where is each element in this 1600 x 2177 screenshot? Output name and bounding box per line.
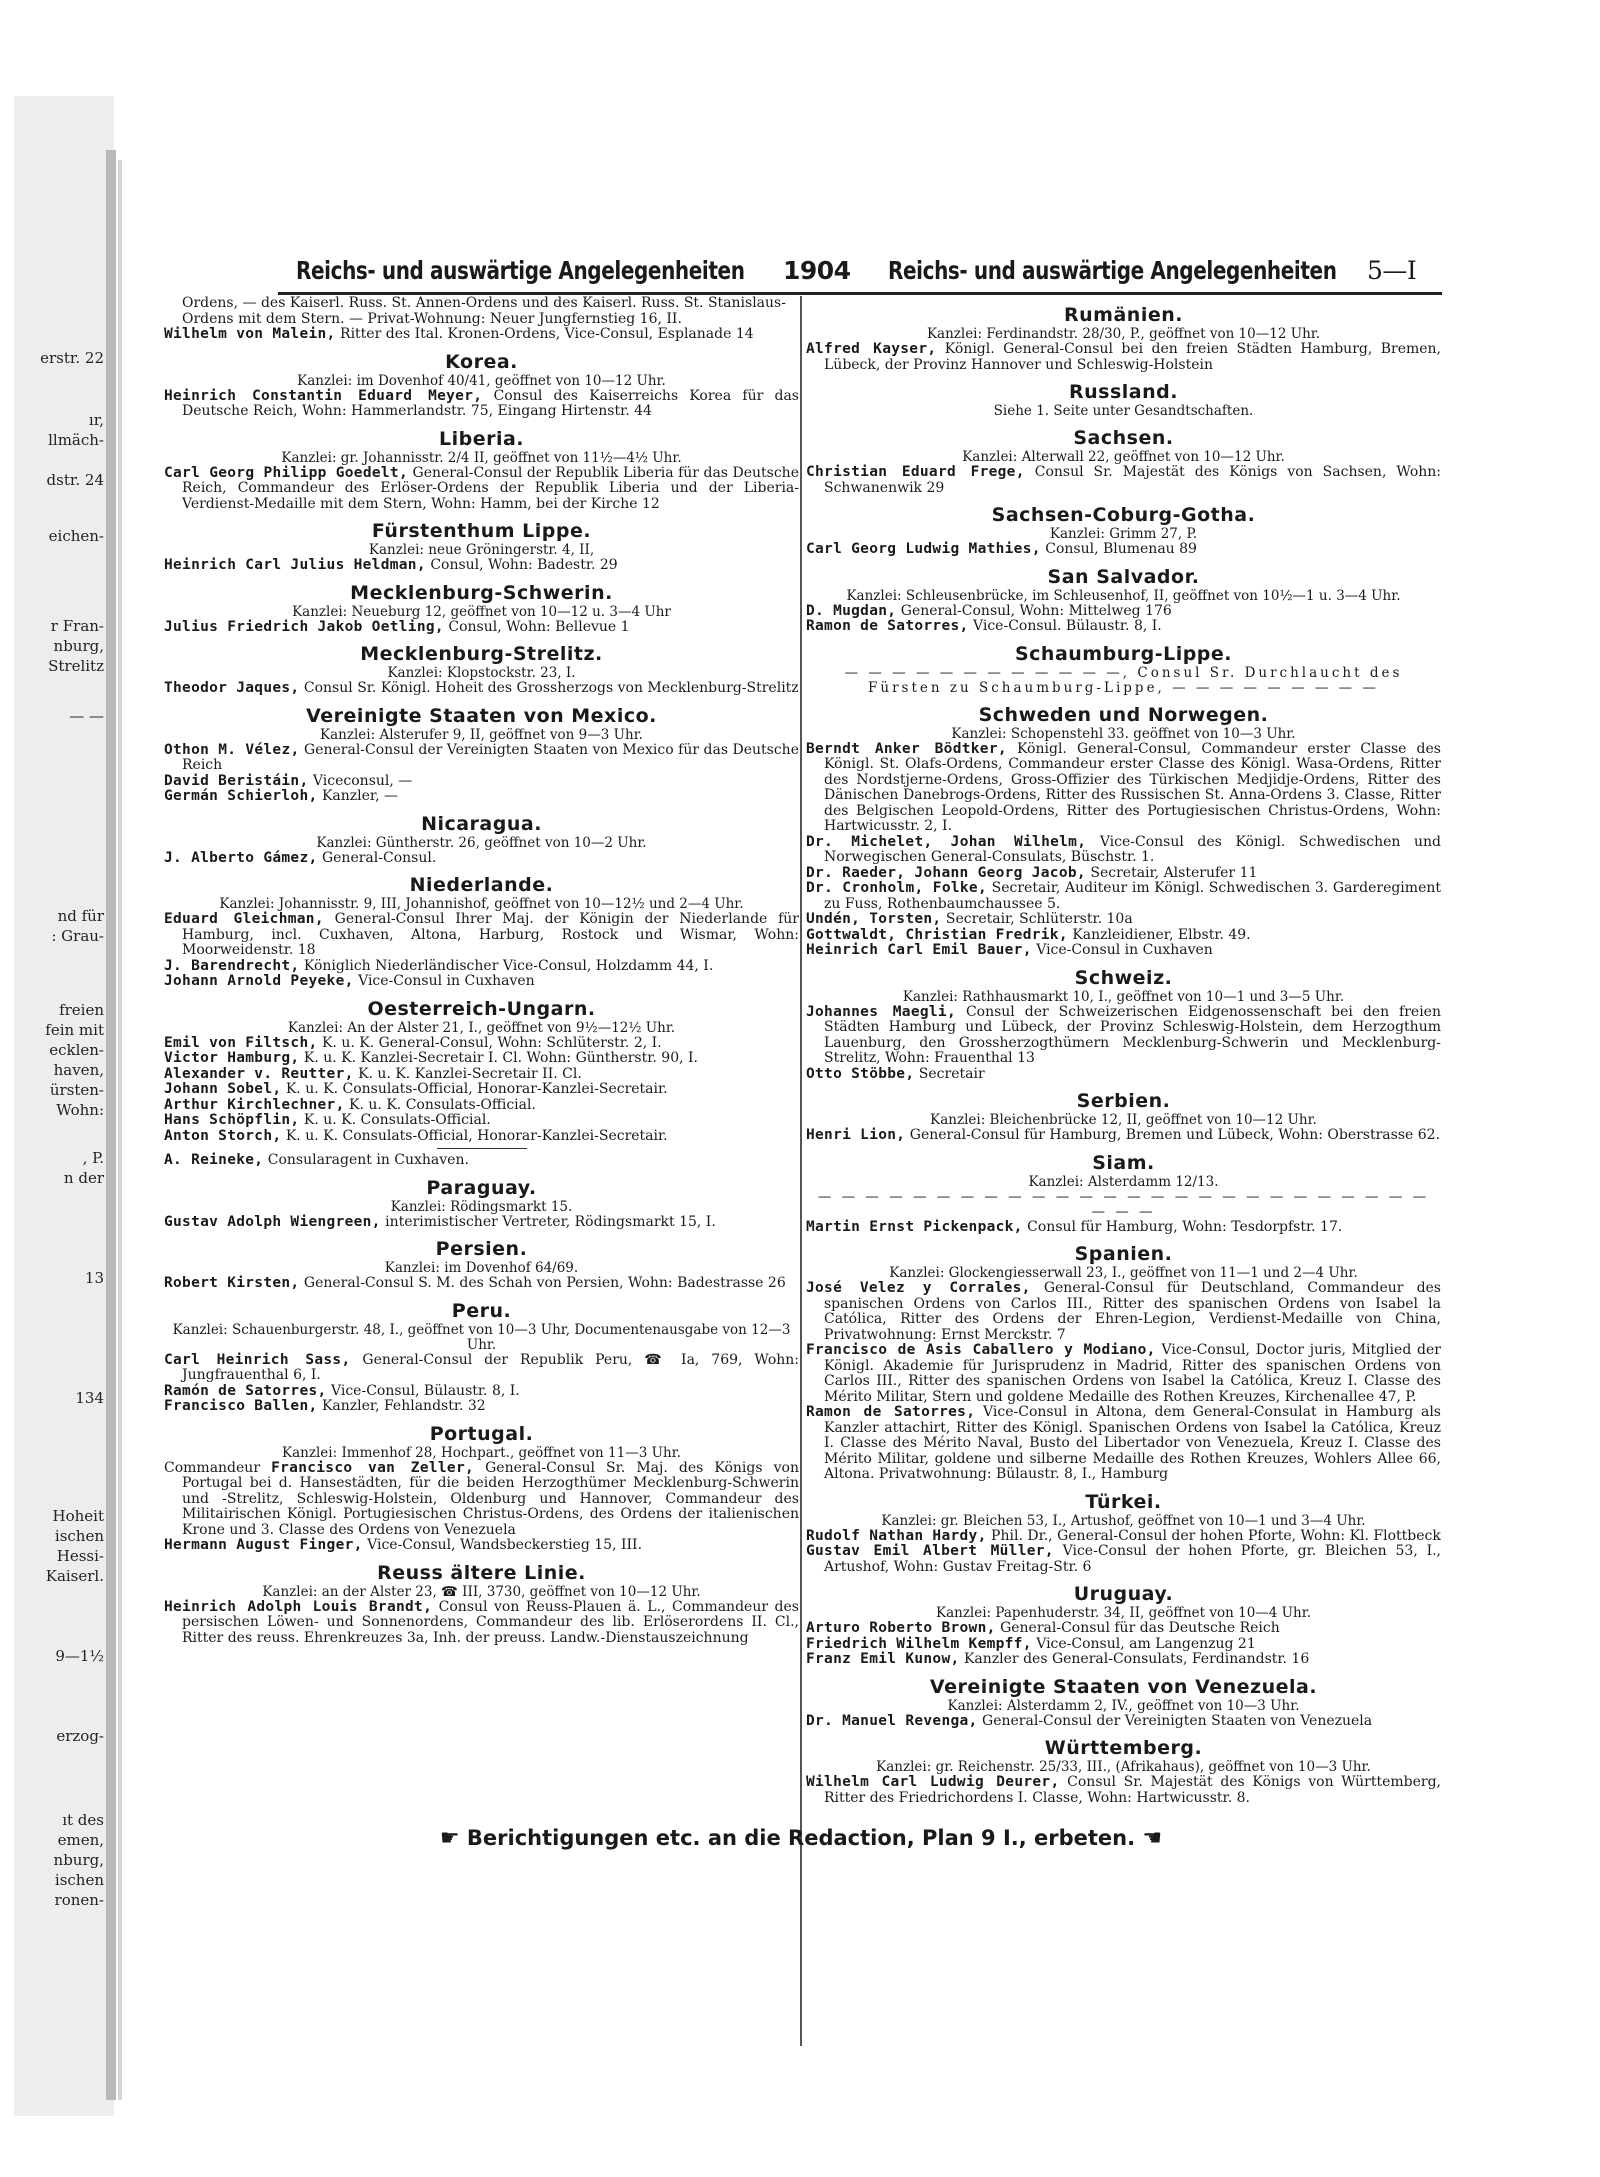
previous-page-fragment: llmäch- (48, 431, 104, 449)
person-name: Dr. Cronholm, Folke, (806, 880, 987, 896)
consul-entry (164, 620, 799, 636)
person-name: Wilhelm von Malein, (164, 326, 336, 342)
previous-page-fragment: ischen (54, 1871, 104, 1889)
office-address: Kanzlei: Rödingsmarkt 15. (390, 1198, 573, 1215)
person-name: Gustav Adolph Wiengreen, (164, 1213, 381, 1230)
office-address: Kanzlei: Schopenstehl 33. geöffnet von 10—3 Uhr. (951, 725, 1296, 742)
header-left-title: Reichs- und auswärtige Angelegenheiten (296, 256, 745, 285)
previous-page-fragment: Hoheit (52, 1507, 104, 1525)
consul-entry (806, 1067, 1441, 1083)
person-name: Heinrich Carl Julius Heldman, (164, 557, 426, 573)
office-address: Kanzlei: neue Gröningerstr. 4, II, (368, 542, 595, 558)
consul-entry (806, 1621, 1441, 1637)
person-name: Robert Kirsten, (164, 1275, 300, 1291)
consul-entry (806, 1343, 1441, 1405)
entry-details: Königlich Niederländischer Vice-Consul, Holzdamm 44, I. (299, 957, 714, 974)
previous-page-fragment: eichen- (48, 527, 104, 545)
entry-details: Vice-Consul, am Langenzug 21 (1031, 1635, 1256, 1652)
entry-details: Vice-Consul. Bülaustr. 8, I. (968, 618, 1162, 634)
person-name: Victor Hamburg, (164, 1050, 300, 1066)
entry-details: Ritter des Ital. Kronen-Ordens, Vice-Consul, Esplanade 14 (335, 326, 754, 342)
country-heading: Sachsen. (1073, 427, 1174, 449)
entry-details: Consul der Schweizerischen Eidgenossenschaft bei den freien Städten Hamburg und Lübeck, der Provinz Schleswig-Holstein, dem Herzogthum Lauenburg, den Grossherzogthümern Mecklenburg-Schwerin und Mecklenburg-Strelitz, Wohn: Frauenthal 13 (824, 1003, 1441, 1066)
country-heading: Niederlande. (409, 874, 554, 896)
person-name: Johannes Maegli, (806, 1003, 956, 1020)
person-name: Francisco Ballen, (164, 1398, 318, 1414)
entry-details: Vice-Consul in Cuxhaven (1031, 942, 1213, 958)
previous-page-fragment: haven, (53, 1061, 104, 1079)
person-name: Francisco van Zeller, (271, 1459, 475, 1476)
placeholder-line: — — — — — — — — — — — —, Consul Sr. Durchlaucht des Fürsten zu Schaumburg-Lippe, — — — — — — — — — (844, 664, 1403, 696)
person-name: Germán Schierloh, (164, 788, 318, 804)
person-name: Arturo Roberto Brown, (806, 1620, 996, 1636)
entry-details: Secretair (914, 1065, 985, 1082)
country-heading: Reuss ältere Linie. (377, 1561, 586, 1584)
directory-page (160, 232, 1442, 2092)
country-heading: Korea. (445, 350, 518, 373)
entry-details: K. u. K. Consulats-Official, Honorar-Kanzlei-Secretair. (281, 1081, 668, 1097)
consul-entry (164, 789, 799, 805)
person-name: A. Reineke, (164, 1152, 264, 1168)
person-name: Emil von Filtsch, (164, 1034, 318, 1051)
consul-entry (164, 1082, 799, 1098)
entry-details: Consul Sr. Königl. Hoheit des Grossherzogs von Mecklenburg-Strelitz (299, 680, 799, 696)
person-name: J. Barendrecht, (164, 957, 300, 974)
person-name: Carl Heinrich Sass, (164, 1351, 351, 1368)
person-name: Arthur Kirchlechner, (164, 1096, 345, 1113)
country-heading: Persien. (435, 1238, 528, 1260)
country-heading: Rumänien. (1064, 304, 1183, 326)
country-heading: Schweiz. (1074, 966, 1173, 989)
person-name: Undén, Torsten, (806, 911, 942, 927)
country-heading: Spanien. (1074, 1243, 1173, 1265)
consul-entry (806, 1005, 1441, 1067)
consul-entry (806, 1652, 1441, 1668)
person-name: David Beristáin, (164, 772, 309, 789)
person-name: Hans Schöpflin, (164, 1112, 300, 1128)
office-address: Kanzlei: Rathhausmarkt 10, I., geöffnet von 10—1 und 3—5 Uhr. (902, 988, 1345, 1005)
country-heading: Portugal. (429, 1422, 534, 1445)
entry-details: General-Consul Ihrer Maj. der Königin der Niederlande für Hamburg, incl. Cuxhaven, Altona, Harburg, Rostock und Wismar, Wohn: Moorweidenstr. 18 (182, 911, 799, 958)
office-address: Kanzlei: im Dovenhof 40/41, geöffnet von 10—12 Uhr. (297, 372, 666, 389)
previous-page-fragment: emen, (57, 1831, 104, 1849)
country-heading: Nicaragua. (421, 812, 542, 835)
entry-details: General-Consul für Deutschland, Commandeur des spanischen Ordens von Carlos III., Ritter des spanischen Ordens von Isabel la Católica, Ritter des Ordens der Ehren-Legion, Verdienst-Medaille von China, Privatwohnung: Ernst Merckstr. 7 (824, 1280, 1441, 1343)
entry-details: General-Consul der Vereinigten Staaten von Venezuela (977, 1712, 1373, 1729)
previous-page-fragment: nburg, (53, 1851, 104, 1869)
consul-entry (164, 466, 799, 513)
footer-text: Berichtigungen etc. an die Redaction, Plan 9 I., erbeten. (466, 1826, 1136, 1850)
consul-entry (164, 1129, 799, 1145)
previous-page-fragment: Strelitz (48, 657, 104, 675)
office-address: Kanzlei: gr. Johannisstr. 2/4 II, geöffnet von 11½—4½ Uhr. (281, 449, 682, 466)
consul-entry (164, 1098, 799, 1114)
office-address: Kanzlei: Immenhof 28, Hochpart., geöffnet von 11—3 Uhr. (282, 1444, 681, 1461)
person-name: Friedrich Wilhelm Kempff, (806, 1635, 1032, 1652)
entry-details: Viceconsul, — (308, 772, 413, 789)
consul-entry (164, 327, 799, 343)
consul-entry (806, 1775, 1441, 1806)
person-name: Theodor Jaques, (164, 680, 300, 696)
person-name: Christian Eduard Frege, (806, 464, 1025, 480)
entry-details: Vice-Consul, Bülaustr. 8, I. (326, 1382, 520, 1399)
consul-entry (806, 1714, 1441, 1730)
person-name: Alexander v. Reutter, (164, 1065, 354, 1082)
entry-details: K. u. K. Kanzlei-Secretair II. Cl. (353, 1065, 582, 1082)
person-name: Heinrich Constantin Eduard Meyer, (164, 387, 483, 404)
entry-details: K. u. K. Consulats-Official. (344, 1096, 536, 1113)
person-name: Heinrich Carl Emil Bauer, (806, 942, 1032, 958)
entry-details: General-Consul der Vereinigten Staaten von Mexico für das Deutsche Reich (182, 741, 799, 773)
entry-details: Consul Sr. Majestät des Königs von Sachsen, Wohn: Schwanenwik 29 (824, 464, 1441, 496)
person-name: Wilhelm Carl Ludwig Deurer, (806, 1774, 1060, 1790)
previous-page-fragment: 13 (84, 1269, 104, 1287)
previous-page-fragment: erzog- (56, 1727, 104, 1745)
header-rule (278, 292, 1442, 295)
office-address: Kanzlei: Bleichenbrücke 12, II, geöffnet von 10—12 Uhr. (930, 1112, 1317, 1128)
country-heading: Oesterreich-Ungarn. (367, 997, 596, 1020)
previous-page-fragment: nd für (57, 907, 104, 925)
office-address: Kanzlei: Alsterdamm 2, IV., geöffnet von 10—3 Uhr. (947, 1697, 1300, 1714)
consul-entry (164, 1153, 799, 1169)
consul-entry (164, 1600, 799, 1647)
header-year: 1904 (783, 256, 851, 285)
person-name: Anton Storch, (164, 1127, 282, 1144)
country-heading: Serbien. (1076, 1090, 1171, 1112)
entry-details: Kanzler, Fehlandstr. 32 (317, 1398, 486, 1414)
office-address: Kanzlei: Alterwall 22, geöffnet von 10—12 Uhr. (962, 449, 1285, 465)
office-address: Kanzlei: an der Alster 23, ☎ III, 3730, geöffnet von 10—12 Uhr. (262, 1583, 701, 1600)
entry-details: Secretair, Auditeur im Königl. Schwedischen 3. Garderegiment zu Fuss, Rothenbaumchaussee 5. (824, 880, 1441, 912)
consul-entry (164, 1461, 799, 1539)
office-address: Kanzlei: Schleusenbrücke, im Schleusenhof, II, geöffnet von 10½—1 u. 3—4 Uhr. (846, 587, 1401, 604)
entry-details: Vice-Consul, Doctor juris, Mitglied der Königl. Akademie für Jurisprudenz in Madrid, Ritter des spanischen Ordens von Carlos III., Ritter des spanischen Ordens von Isabel la Católica, Kreuz I. Classe des Mérito Militar, Stern und goldene Medaille des Rothen Kreuzes, Kirchenallee 47, P. (824, 1342, 1441, 1405)
page-number: 5—I (1367, 256, 1417, 285)
country-heading: San Salvador. (1047, 565, 1200, 588)
consul-entry (806, 1405, 1441, 1483)
page-gutter (106, 150, 116, 2100)
person-name: Otto Stöbbe, (806, 1065, 915, 1082)
consul-entry (806, 881, 1441, 912)
previous-page-fragment: Hessi- (56, 1547, 104, 1565)
entry-details: Königl. General-Consul bei den freien Städten Hamburg, Bremen, Lübeck, der Provinz Hannover und Schleswig-Holstein (824, 341, 1441, 373)
office-address: Kanzlei: Klopstockstr. 23, I. (387, 665, 576, 681)
consul-entry (806, 742, 1441, 835)
entry-details: Consul, Wohn: Bellevue 1 (443, 618, 630, 635)
country-heading: Fürstenthum Lippe. (371, 520, 592, 542)
country-heading: Sachsen-Coburg-Gotha. (991, 504, 1256, 526)
consul-entry (806, 1529, 1441, 1545)
person-name: Eduard Gleichman, (164, 911, 324, 927)
consul-entry (806, 619, 1441, 635)
person-name: Ramon de Satorres, (806, 618, 969, 634)
consul-entry (806, 604, 1441, 620)
entry-details: Vice-Consul, Wandsbeckerstieg 15, III. (362, 1537, 643, 1553)
consul-entry (164, 912, 799, 959)
country-heading: Paraguay. (426, 1176, 537, 1199)
person-name: Johann Arnold Peyeke, (164, 973, 354, 989)
previous-page-fragment: dstr. 24 (46, 471, 104, 489)
person-name: Alfred Kayser, (806, 341, 937, 357)
country-heading: Schaumburg-Lippe. (1014, 642, 1233, 665)
separator-rule (437, 1148, 527, 1149)
entry-details: General-Consul. (317, 849, 437, 866)
consul-entry (164, 1353, 799, 1384)
country-heading: Vereinigte Staaten von Mexico. (306, 704, 657, 727)
person-name: Martin Ernst Pickenpack, (806, 1218, 1023, 1235)
previous-page-fragment: r Fran- (50, 617, 104, 635)
office-address: Kanzlei: Alsterdamm 12/13. (1028, 1173, 1219, 1190)
person-name: D. Mugdan, (806, 602, 897, 619)
entry-details: Vice-Consul der hohen Pforte, gr. Bleichen 53, I., Artushof, Wohn: Gustav Freitag-Str. 6 (824, 1543, 1441, 1575)
entry-details: K. u. K. Consulats-Official. (299, 1112, 491, 1128)
country-heading: Uruguay. (1073, 1583, 1174, 1605)
consul-entry (806, 835, 1441, 866)
country-heading: Württemberg. (1044, 1737, 1203, 1759)
entry-details: General-Consul für das Deutsche Reich (995, 1620, 1280, 1636)
entry-details: Secretair, Alsterufer 11 (1085, 864, 1258, 881)
office-address: Kanzlei: gr. Reichenstr. 25/33, III., (Afrikahaus), geöffnet von 10—3 Uhr. (876, 1759, 1371, 1775)
entry-details: K. u. K. Consulats-Official, Honorar-Kanzlei-Secretair. (281, 1127, 668, 1144)
previous-page-fragment: Wohn: (56, 1101, 104, 1119)
consul-entry (806, 342, 1441, 373)
previous-page-fragment: Kaiserl. (45, 1567, 104, 1585)
person-name: Dr. Michelet, Johan Wilhelm, (806, 833, 1087, 850)
consul-entry (164, 1215, 799, 1231)
person-name: Franz Emil Kunow, (806, 1651, 960, 1667)
country-heading: Vereinigte Staaten von Venezuela. (929, 1675, 1318, 1698)
entry-details: Vice-Consul des Königl. Schwedischen und Norwegischen General-Consulats, Büschstr. 1. (824, 833, 1441, 865)
previous-page-fragment: ischen (54, 1527, 104, 1545)
country-heading: Liberia. (438, 427, 525, 450)
office-address: Kanzlei: Johannisstr. 9, III, Johannishof, geöffnet von 10—12½ und 2—4 Uhr. (219, 896, 744, 912)
previous-page-fragment: ecklen- (49, 1041, 104, 1059)
entry-details: Kanzleidiener, Elbstr. 49. (1067, 926, 1251, 943)
office-address: Kanzlei: Alsterufer 9, II, geöffnet von 9—3 Uhr. (320, 726, 643, 743)
consul-entry (164, 1113, 799, 1129)
country-heading: Siam. (1092, 1151, 1155, 1174)
entry-details: interimistischer Vertreter, Rödingsmarkt 15, I. (380, 1213, 716, 1230)
person-name: Henri Lion, (806, 1127, 906, 1143)
previous-page-fragment: 9—1½ (55, 1647, 104, 1665)
consul-entry (164, 681, 799, 697)
office-address: Kanzlei: gr. Bleichen 53, I., Artushof, geöffnet von 10—1 und 3—4 Uhr. (881, 1512, 1366, 1529)
office-address: Kanzlei: Ferdinandstr. 28/30, P., geöffnet von 10—12 Uhr. (926, 326, 1321, 342)
entry-details: Königl. General-Consul, Commandeur erster Classe des Königl. St. Olafs-Ordens, Commandeur erster Classe des Königl. Wasa-Ordens, Ritter des Nordstjerne-Ordens, Gross-Offizier des Türkischen Medjidje-Ordens, Ritter des Dänischen Danebrogs-Ordens, Ritter des Russischen St. Anna-Ordens 3. Classe, Ritter des Belgischen Leopold-Ordens, Ritter des Portugiesischen Christus-Ordens, Wohn: Hartwicusstr. 2, I. (824, 740, 1441, 834)
consul-entry (164, 959, 799, 975)
entry-details: Secretair, Schlüterstr. 10a (941, 911, 1133, 927)
person-name: José Velez y Corrales, (806, 1280, 1031, 1296)
previous-page-fragment: ıt des (62, 1811, 104, 1829)
consul-entry (164, 1384, 799, 1400)
entry-details: Vice-Consul in Altona, dem General-Consulat in Hamburg als Kanzler attachirt, Ritter des Königl. Spanischen Ordens von Isabel la Católica, Kreuz I. Classe des Mérito Naval, Busto del Libertador von Venezuela, Kreuz I. Classe des Mérito Militar, goldene und silberne Medaille des Rothen Kreuzes, Wohlers Allee 66, Altona. Privatwohnung: Bülaustr. 8, I., Hamburg (824, 1404, 1441, 1482)
footer-notice (160, 1826, 1442, 1851)
consul-entry (806, 1220, 1441, 1236)
entry-prefix: Commandeur (164, 1459, 272, 1476)
entry-details: Consularagent in Cuxhaven. (263, 1152, 469, 1168)
entry-details: General-Consul der Republik Peru, ☎ Ia, 769, Wohn: Jungfrauenthal 6, I. (182, 1351, 799, 1383)
person-name: Othon M. Vélez, (164, 741, 300, 758)
left-column (164, 296, 799, 2056)
entry-details: Consul für Hamburg, Wohn: Tesdorpfstr. 17. (1022, 1218, 1343, 1235)
entry-details: Consul von Reuss-Plauen ä. L., Commandeur des persischen Löwen- und Sonnenordens, Commandeur des lib. Erlöserordens II. Cl., Ritter des reuss. Ehrenkreuzes 3a, Inh. der preuss. Landw.-Dienstauszeichnung (182, 1598, 799, 1646)
consul-entry (806, 1128, 1441, 1144)
previous-page-fragment: nburg, (53, 637, 104, 655)
person-name: Johann Sobel, (164, 1081, 282, 1097)
column-divider (800, 296, 802, 2046)
previous-page-fragment: erstr. 22 (40, 349, 104, 367)
entry-details: Kanzler, — (317, 788, 398, 804)
consul-entry (164, 1067, 799, 1083)
consul-entry (164, 851, 799, 867)
person-name: Carl Georg Ludwig Mathies, (806, 541, 1041, 557)
consul-entry (806, 465, 1441, 496)
entry-details: General-Consul der Republik Liberia für das Deutsche Reich, Commandeur des Erlöser-Ordens der Republik Liberia und der Liberia-Verdienst-Medaille mit dem Stern, Wohn: Hamm, bei der Kirche 12 (182, 464, 799, 512)
consul-entry (164, 974, 799, 990)
entry-details: K. u. K. Kanzlei-Secretair I. Cl. Wohn: Güntherstr. 90, I. (299, 1050, 698, 1066)
consul-entry (164, 1276, 799, 1292)
entry-details: K. u. K. General-Consul, Wohn: Schlüterstr. 2, I. (317, 1034, 662, 1051)
header-right-title: Reichs- und auswärtige Angelegenheiten (888, 256, 1337, 285)
person-name: Gustav Emil Albert Müller, (806, 1543, 1054, 1559)
country-heading: Mecklenburg-Strelitz. (360, 643, 603, 665)
consul-entry (806, 542, 1441, 558)
consul-entry (806, 1637, 1441, 1653)
previous-page-fragment: 134 (75, 1389, 104, 1407)
consul-entry (164, 558, 799, 574)
previous-page-fragment: : Grau- (51, 927, 104, 945)
person-name: Heinrich Adolph Louis Brandt, (164, 1598, 433, 1615)
office-address: Kanzlei: Glockengiesserwall 23, I., geöffnet von 11—1 und 2—4 Uhr. (889, 1265, 1358, 1281)
person-name: Francisco de Asis Caballero y Modiano, (806, 1342, 1156, 1358)
consul-entry (164, 743, 799, 774)
consul-entry (806, 943, 1441, 959)
right-column (806, 296, 1441, 2056)
previous-page-fragment: ronen- (54, 1891, 104, 1909)
office-address: Siehe 1. Seite unter Gesandtschaften. (993, 403, 1254, 419)
placeholder-line: — — — — — — — — — — — — — — — — — — — — — — — — — — — — — (817, 1188, 1430, 1220)
entry-details: Consul Sr. Majestät des Königs von Württemberg, Ritter des Friedrichordens I. Classe, Wohn: Hartwicusstr. 8. (824, 1774, 1441, 1806)
pointing-hand-icon: ☛ (439, 1826, 460, 1851)
consul-entry (806, 866, 1441, 882)
running-header (160, 250, 1442, 290)
person-name: Carl Georg Philipp Goedelt, (164, 464, 408, 481)
consul-entry (164, 1051, 799, 1067)
consul-entry (164, 774, 799, 790)
office-address: Kanzlei: im Dovenhof 64/69. (384, 1260, 579, 1276)
previous-page-fragment: ır, (88, 411, 104, 429)
previous-page-fragment: ürsten- (49, 1081, 104, 1099)
previous-page-fragment: fein mit (45, 1021, 104, 1039)
consul-entry (806, 1544, 1441, 1575)
consul-entry (164, 1399, 799, 1415)
person-name: Ramon de Satorres, (806, 1404, 976, 1420)
person-name: Ramón de Satorres, (164, 1382, 327, 1399)
previous-page-fragment: , P. (82, 1149, 104, 1167)
consul-entry (806, 928, 1441, 944)
previous-page-fragment: — — (69, 707, 104, 725)
entry-details: General-Consul Sr. Maj. des Königs von Portugal bei d. Hansestädten, für die beiden Herzogthümer Mecklenburg-Schwerin und -Strelitz, Schleswig-Holstein, Oldenburg und Hannover, Commandeur des Militairischen Königl. Portugiesischen Christus-Ordens, des Ordens der italienischen Krone und 3. Classe des Ordens von Venezuela (182, 1459, 799, 1538)
previous-page-fragment: freien (59, 1001, 104, 1019)
entry-details: General-Consul für Hamburg, Bremen und Lübeck, Wohn: Oberstrasse 62. (905, 1127, 1441, 1143)
consul-entry (164, 1538, 799, 1554)
office-address: Kanzlei: Grimm 27, P. (1049, 526, 1198, 542)
person-name: Dr. Raeder, Johann Georg Jacob, (806, 864, 1086, 881)
person-name: Hermann August Finger, (164, 1537, 363, 1553)
office-address: Kanzlei: An der Alster 21, I., geöffnet von 9½—12½ Uhr. (287, 1019, 676, 1036)
page-gutter-inner (118, 160, 122, 2100)
entry-details: Consul, Blumenau 89 (1040, 541, 1197, 557)
entry-details: General-Consul S. M. des Schah von Persien, Wohn: Badestrasse 26 (299, 1275, 786, 1291)
office-address: Kanzlei: Schauenburgerstr. 48, I., geöffnet von 10—3 Uhr, Documentenausgabe von 12—3 Uhr. (172, 1321, 791, 1353)
entry-details: General-Consul, Wohn: Mittelweg 176 (896, 602, 1172, 619)
country-heading: Schweden und Norwegen. (978, 703, 1269, 726)
entry-details: Phil. Dr., General-Consul der hohen Pforte, Wohn: Kl. Flottbeck (986, 1527, 1441, 1544)
person-name: Gottwaldt, Christian Fredrik, (806, 926, 1068, 943)
person-name: Berndt Anker Bödtker, (806, 740, 1007, 757)
person-name: Dr. Manuel Revenga, (806, 1712, 978, 1729)
country-heading: Russland. (1069, 381, 1178, 403)
office-address: Kanzlei: Papenhuderstr. 34, II, geöffnet von 10—4 Uhr. (935, 1605, 1312, 1621)
entry-details: Kanzler des General-Consulats, Ferdinandstr. 16 (959, 1651, 1310, 1667)
person-name: Rudolf Nathan Hardy, (806, 1527, 987, 1544)
entry-details: Consul des Kaiserreichs Korea für das Deutsche Reich, Wohn: Hammerlandstr. 75, Eingang Hirtenstr. 44 (182, 387, 799, 419)
country-heading: Peru. (451, 1299, 512, 1322)
office-address: Kanzlei: Neueburg 12, geöffnet von 10—12 u. 3—4 Uhr (292, 603, 671, 620)
country-heading: Türkei. (1085, 1490, 1162, 1513)
entry-details: Consul, Wohn: Badestr. 29 (425, 557, 618, 573)
previous-page-strip (14, 96, 114, 2116)
person-name: J. Alberto Gámez, (164, 849, 318, 866)
consul-entry (806, 912, 1441, 928)
person-name: Julius Friedrich Jakob Oetling, (164, 618, 444, 635)
consul-entry (164, 1036, 799, 1052)
entry-details: Vice-Consul in Cuxhaven (353, 973, 535, 989)
country-heading: Mecklenburg-Schwerin. (350, 581, 613, 604)
consul-entry (806, 1281, 1441, 1343)
pointing-hand-icon: ☚ (1142, 1826, 1163, 1851)
consul-entry (164, 389, 799, 420)
continued-text: Ordens, — des Kaiserl. Russ. St. Annen-Ordens und des Kaiserl. Russ. St. Stanislaus-Ordens mit dem Stern. — Privat-Wohnung: Neuer Jungfernstieg 16, II. (182, 296, 786, 327)
office-address: Kanzlei: Güntherstr. 26, geöffnet von 10—2 Uhr. (316, 834, 647, 851)
previous-page-fragment: n der (63, 1169, 104, 1187)
